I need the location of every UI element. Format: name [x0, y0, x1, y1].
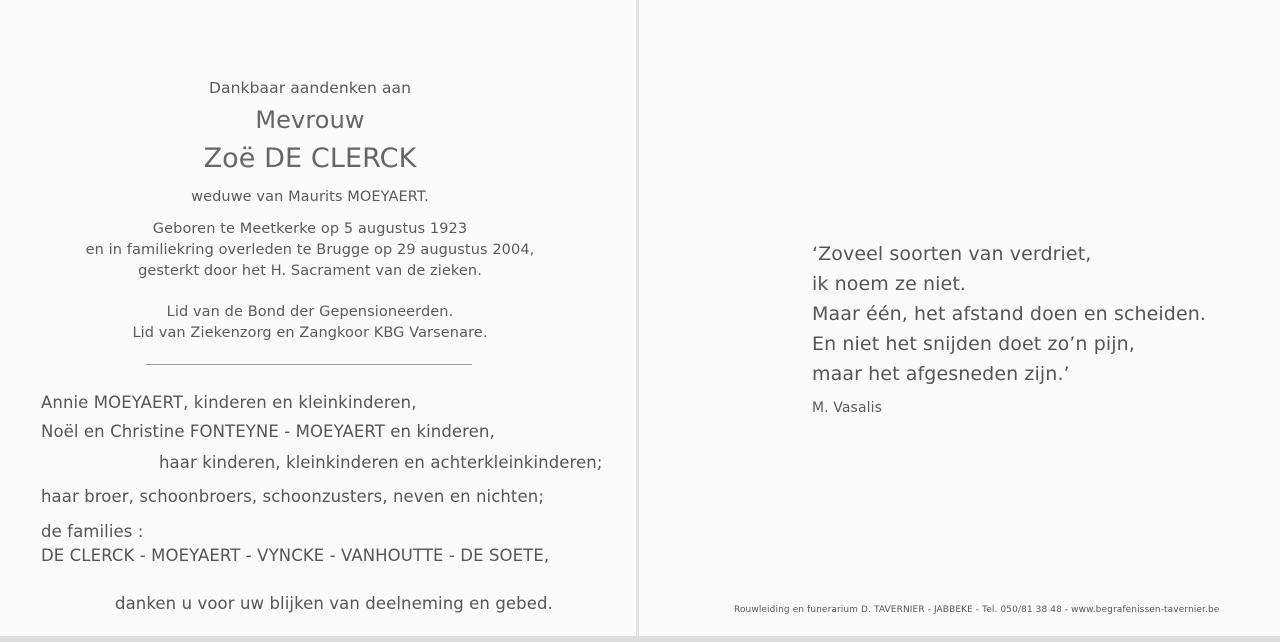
birth-text: Geboren te Meetkerke op 5 augustus 1923 — [152, 221, 468, 237]
intro-text: Dankbaar aandenken aan — [208, 79, 412, 97]
deceased-name: Zoë DE CLERCK — [203, 143, 417, 174]
divider-line — [146, 364, 472, 365]
membership-1: Lid van de Bond der Gepensioneerden. — [166, 304, 454, 320]
mourner-line-2: Noël en Christine FONTEYNE - MOEYAERT en kinderen, — [41, 422, 495, 441]
quote-line-4: En niet het snijden doet zo’n pijn, — [812, 333, 1135, 355]
quote-author: M. Vasalis — [812, 400, 882, 416]
title-text: Mevrouw — [255, 106, 365, 134]
death-text: en in familiekring overleden te Brugge op 29 augustus 2004, — [85, 242, 535, 258]
closing-text: danken u voor uw blijken van deelneming en gebed. — [115, 594, 553, 613]
mourner-line-1: Annie MOEYAERT, kinderen en kleinkinderen, — [41, 393, 417, 412]
card-fold — [636, 0, 639, 642]
quote-line-5: maar het afgesneden zijn.’ — [812, 363, 1070, 385]
quote-line-3: Maar één, het afstand doen en scheiden. — [812, 303, 1207, 325]
membership-2: Lid van Ziekenzorg en Zangkoor KBG Varsenare. — [132, 325, 488, 341]
mourner-line-3: haar kinderen, kleinkinderen en achterkleinkinderen; — [159, 453, 603, 472]
mourner-line-4: haar broer, schoonbroers, schoonzusters, neven en nichten; — [41, 487, 544, 506]
funeral-home-footer: Rouwleiding en funerarium D. TAVERNIER - JABBEKE - Tel. 050/81 38 48 - www.begrafenissen-tavernier.be — [734, 605, 1220, 615]
sacrament-text: gesterkt door het H. Sacrament van de zieken. — [138, 263, 482, 279]
card-bottom-edge — [0, 636, 1280, 642]
families-names: DE CLERCK - MOEYAERT - VYNCKE - VANHOUTTE - DE SOETE, — [41, 546, 550, 565]
widow-of-text: weduwe van Maurits MOEYAERT. — [191, 189, 429, 205]
quote-line-1: ‘Zoveel soorten van verdriet, — [812, 243, 1092, 265]
families-label: de families : — [41, 522, 144, 541]
quote-line-2: ik noem ze niet. — [812, 273, 967, 295]
